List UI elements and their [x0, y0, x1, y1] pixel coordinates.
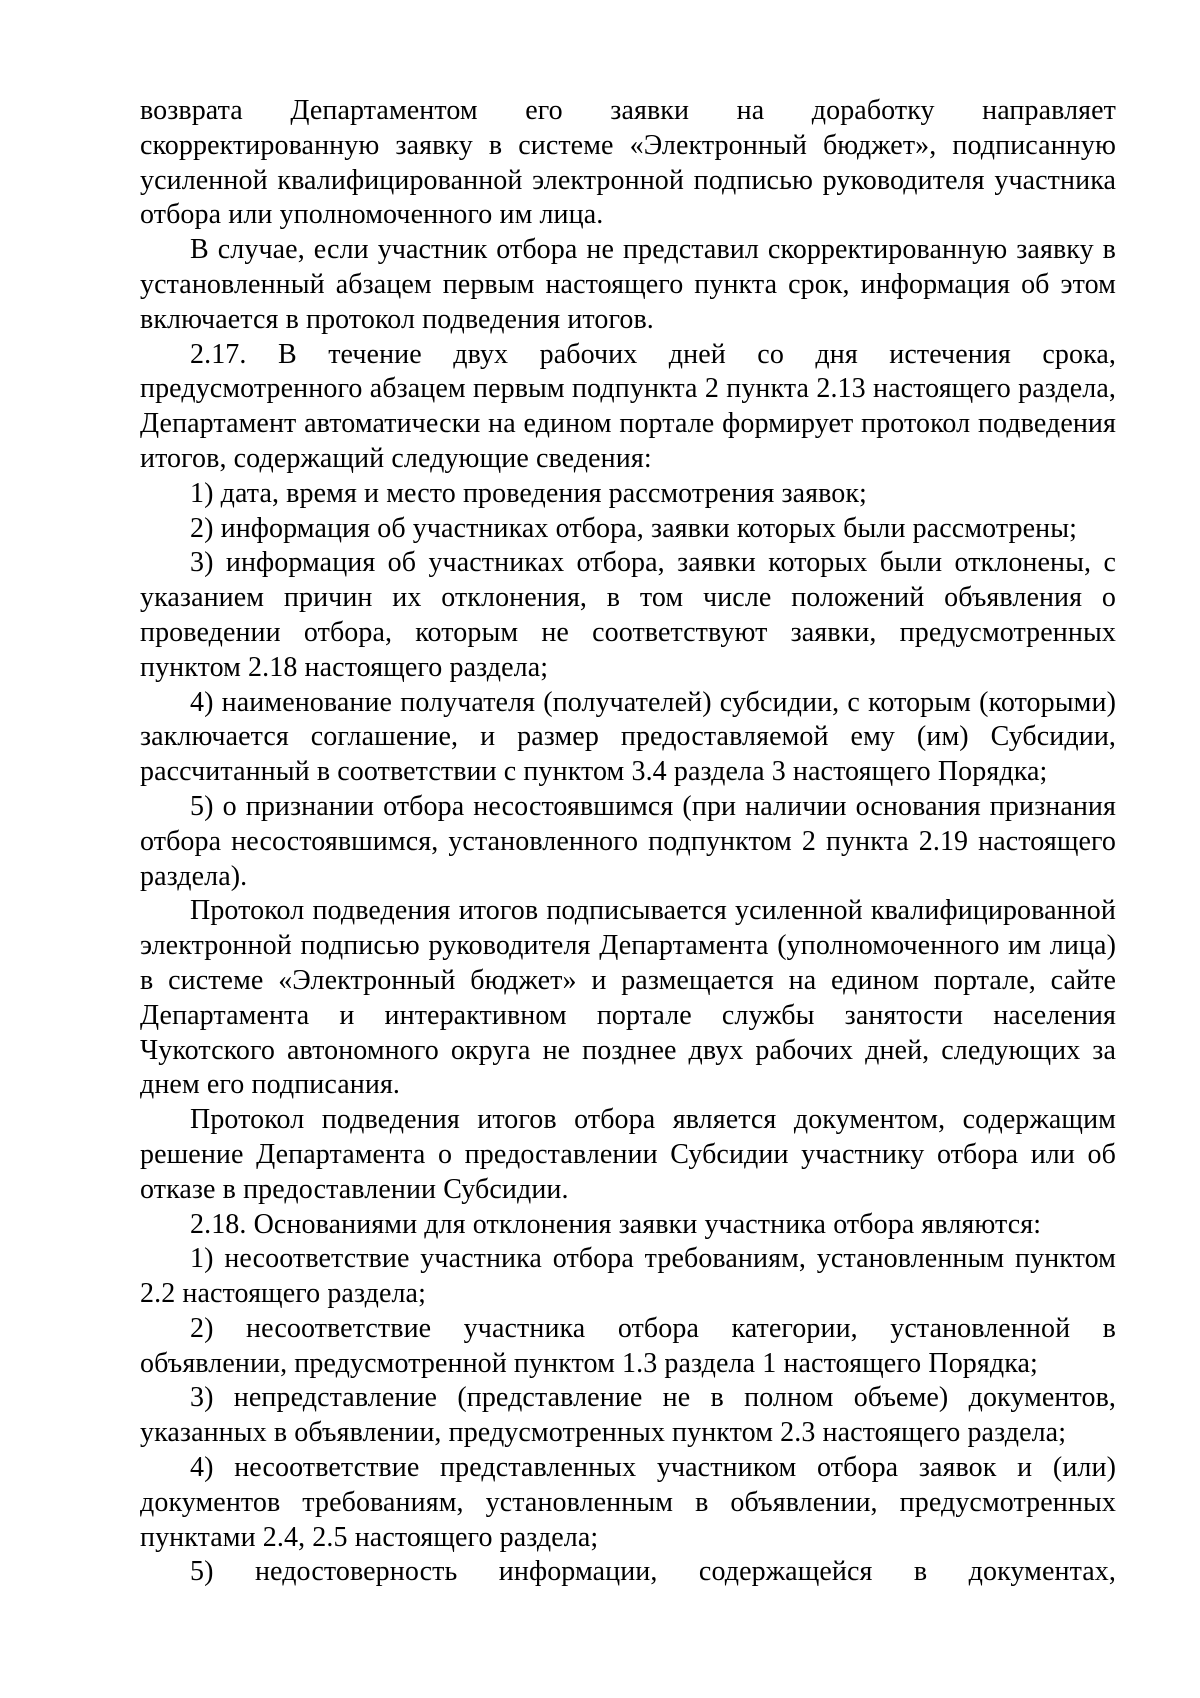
protocol-item-4-recipient: 4) наименование получателя (получателей) субсидии, с которым (которыми) заключается соглашение, и размер предоставляемой ему (им) Субсидии, рассчитанный в соответствии с пунктом 3.4 раздела 3 настоящего Порядка; [140, 686, 1116, 788]
protocol-item-3-rejected: 3) информация об участниках отбора, заявки которых были отклонены, с указанием причин их отклонения, в том числе положений объявления о проведении отбора, которым не соответствуют заявки, предусмотренных пунктом 2.18 настоящего раздела; [140, 547, 1116, 683]
paragraph-continuation: возврата Департаментом его заявки на доработку направляет скорректированную заявку в системе «Электронный бюджет», подписанную усиленной квалифицированной электронной подписью руководителя участника отбора или уполномоченного им лица. [140, 95, 1116, 231]
protocol-item-5-failed-selection: 5) о признании отбора несостоявшимся (при наличии основания признания отбора несостоявшимся, установленного подпунктом 2 пункта 2.19 настоящего раздела). [140, 790, 1116, 892]
rejection-reason-5-partial: 5) недостоверность информации, содержащейся в документах, [190, 1556, 1116, 1588]
document-text-block [140, 94, 1116, 1590]
paragraph-protocol-document: Протокол подведения итогов отбора является документом, содержащим решение Департамента о предоставлении Субсидии участнику отбора или об отказе в предоставлении Субсидии. [140, 1104, 1116, 1205]
protocol-item-1-date: 1) дата, время и место проведения рассмотрения заявок; [190, 477, 867, 509]
rejection-reason-1: 1) несоответствие участника отбора требованиям, установленным пунктом 2.2 настоящего раздела; [140, 1243, 1116, 1310]
rejection-reason-4: 4) несоответствие представленных участником отбора заявок и (или) документов требованиям, установленным в объявлении, предусмотренных пунктами 2.4, 2.5 настоящего раздела; [140, 1452, 1116, 1553]
rejection-reason-3: 3) непредставление (представление не в полном объеме) документов, указанных в объявлении, предусмотренных пунктом 2.3 настоящего раздела; [140, 1382, 1116, 1449]
paragraph-protocol-signing: Протокол подведения итогов подписывается усиленной квалифицированной электронной подписью руководителя Департамента (уполномоченного им лица) в системе «Электронный бюджет» и размещается на едином портале, сайте Департамента и интерактивном портале службы занятости населения Чукотского автономного округа не позднее двух рабочих дней, следующих за днем его подписания. [140, 895, 1116, 1101]
rejection-reason-2: 2) несоответствие участника отбора категории, установленной в объявлении, предусмотренной пунктом 1.3 раздела 1 настоящего Порядка; [140, 1312, 1116, 1379]
clause-2-17: 2.17. В течение двух рабочих дней со дня истечения срока, предусмотренного абзацем первым подпункта 2 пункта 2.13 настоящего раздела, Департамент автоматически на едином портале формирует протокол подведения итогов, содержащий следующие сведения: [140, 338, 1116, 474]
paragraph-resubmission-case: В случае, если участник отбора не представил скорректированную заявку в установленный абзацем первым настоящего пункта срок, информация об этом включается в протокол подведения итогов. [140, 234, 1116, 335]
protocol-item-2-considered: 2) информация об участниках отбора, заявки которых были рассмотрены; [190, 512, 1078, 544]
clause-2-18: 2.18. Основаниями для отклонения заявки участника отбора являются: [190, 1208, 1042, 1240]
